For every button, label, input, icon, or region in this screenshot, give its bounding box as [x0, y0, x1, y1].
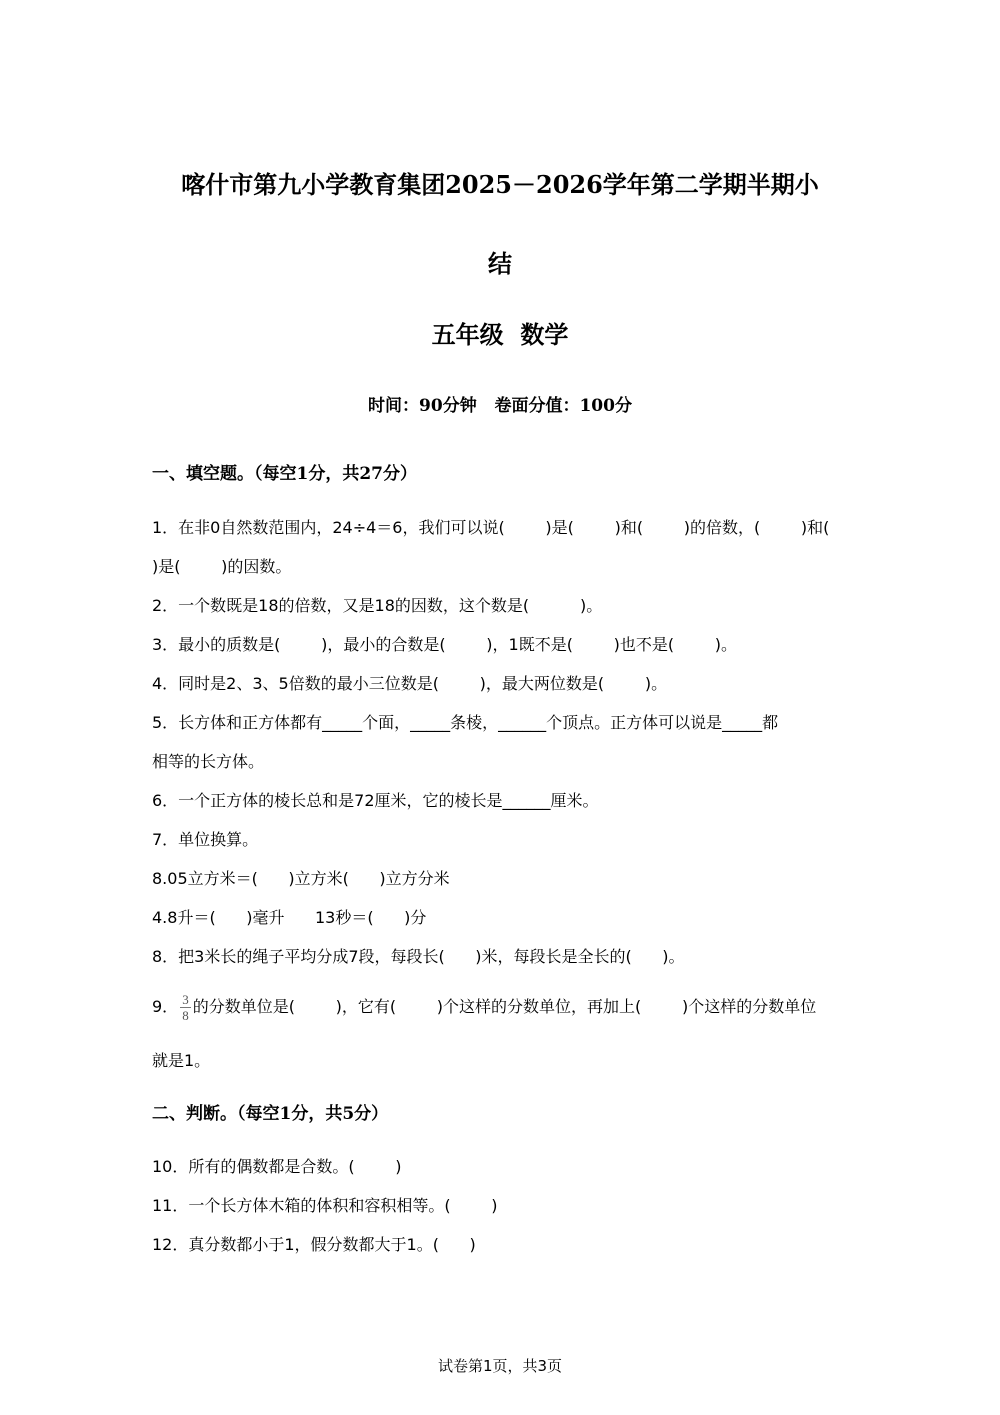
- question-9: [152, 984, 852, 1030]
- question-line: 8．把3米长的绳子平均分成7段，每段长( )米，每段长是全长的( )。: [152, 947, 685, 966]
- page-footer: 试卷第1页，共3页: [437, 1357, 563, 1375]
- question-line: 3．最小的质数是( )，最小的合数是( )，1既不是( )也不是( )。: [152, 635, 738, 654]
- question-line: 2．一个数既是18的倍数，又是18的因数，这个数是( )。: [152, 596, 603, 615]
- grade-subject: 五年级 数学: [431, 321, 569, 349]
- question-line: )是( )的因数。: [152, 557, 292, 576]
- exam-info: 时间：90分钟 卷面分值：100分: [368, 396, 632, 416]
- fraction-numerator: 3: [182, 992, 189, 1007]
- question-line: 8.05立方米＝( )立方米( )立方分米: [152, 869, 450, 888]
- fraction-denominator: 8: [182, 1008, 189, 1023]
- question-line: 7．单位换算。: [152, 830, 259, 849]
- question-line: 11．一个长方体木箱的体积和容积相等。( ): [152, 1196, 498, 1215]
- question-line: 12．真分数都小于1，假分数都大于1。( ): [152, 1235, 476, 1254]
- question-line: 4.8升＝( )毫升 13秒＝( )分: [152, 908, 427, 927]
- section-heading-fill-blank: 一、填空题。（每空1分，共27分）: [152, 464, 417, 484]
- question-9-text: 的分数单位是( )，它有( )个这样的分数单位，再加上( )个这样的分数单位: [192, 997, 817, 1016]
- question-line: 就是1。: [152, 1051, 211, 1070]
- question-line: 相等的长方体。: [152, 752, 265, 771]
- exam-title-line1: 喀什市第九小学教育集团2025－2026学年第二学期半期小: [181, 170, 819, 199]
- fraction-three-eighths: [180, 992, 191, 1023]
- question-9-number: 9．: [152, 997, 179, 1016]
- section-heading-judgment: 二、判断。（每空1分，共5分）: [152, 1104, 389, 1124]
- question-line: 1．在非0自然数范围内，24÷4＝6，我们可以说( )是( )和( )的倍数，( )和(: [152, 518, 830, 537]
- exam-title-line2: 结: [488, 249, 512, 278]
- question-line: 10．所有的偶数都是合数。( ): [152, 1157, 402, 1176]
- question-line: 5．长方体和正方体都有_____个面，_____条棱，______个顶点。正方体可以说是_____都: [152, 713, 779, 732]
- question-line: 6．一个正方体的棱长总和是72厘米，它的棱长是______厘米。: [152, 791, 599, 810]
- question-line: 4．同时是2、3、5倍数的最小三位数是( )，最大两位数是( )。: [152, 674, 668, 693]
